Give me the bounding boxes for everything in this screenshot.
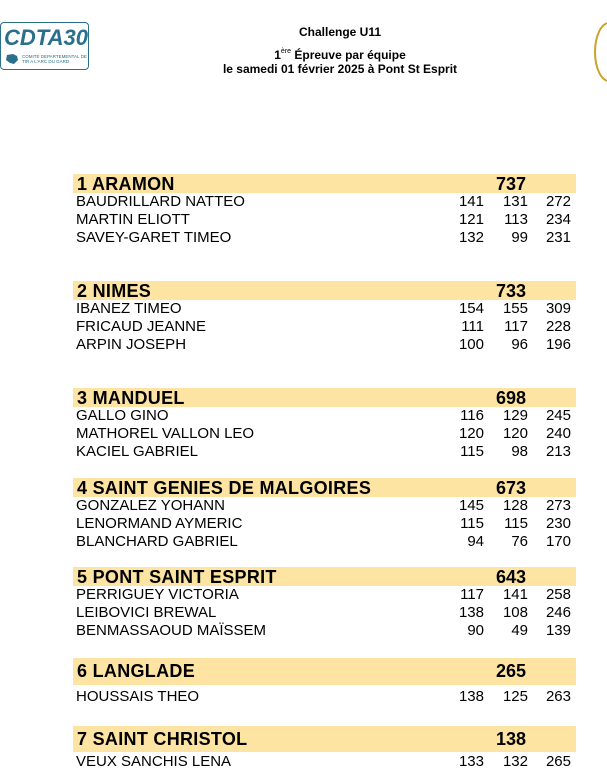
score-1: 116 — [460, 407, 484, 424]
score-total: 213 — [545, 443, 571, 460]
score-1: 94 — [467, 533, 484, 550]
score-1: 120 — [458, 425, 484, 442]
score-2: 125 — [502, 688, 528, 705]
gard-map-icon — [5, 53, 19, 65]
archer-name: FRICAUD JEANNE — [76, 318, 207, 335]
team-score: 673 — [495, 478, 527, 498]
score-2: 113 — [504, 211, 528, 228]
score-1: 90 — [467, 622, 484, 639]
score-1: 145 — [458, 497, 484, 514]
score-total: 273 — [545, 497, 571, 514]
archer-name: LEIBOVICI BREWAL — [76, 604, 217, 621]
score-2: 108 — [502, 604, 528, 621]
team-name: 7 SAINT CHRISTOL — [77, 729, 248, 749]
archer-name: MARTIN ELIOTT — [76, 211, 190, 228]
score-2: 129 — [502, 407, 528, 424]
team-score: 265 — [495, 661, 527, 681]
score-2: 141 — [502, 586, 528, 603]
team-score: 138 — [495, 729, 527, 749]
archer-name: BENMASSAOUD MAÏSSEM — [76, 622, 267, 639]
archer-name: MATHOREL VALLON LEO — [76, 425, 255, 442]
score-2: 49 — [511, 622, 528, 639]
archer-name: GALLO GINO — [76, 407, 169, 424]
archer-name: KACIEL GABRIEL — [76, 443, 198, 460]
team-score: 698 — [495, 388, 527, 408]
score-total: 230 — [545, 515, 571, 532]
score-2: 128 — [502, 497, 528, 514]
score-1: 100 — [458, 336, 484, 353]
archer-name: IBANEZ TIMEO — [76, 300, 182, 317]
score-1: 115 — [460, 515, 484, 532]
score-total: 258 — [545, 586, 571, 603]
archer-name: ARPIN JOSEPH — [76, 336, 187, 353]
score-total: 139 — [545, 622, 571, 639]
score-2: 115 — [504, 515, 528, 532]
score-1: 133 — [458, 753, 484, 770]
archer-name: VEUX SANCHIS LENA — [76, 753, 232, 770]
score-total: 231 — [545, 229, 571, 246]
team-score: 733 — [495, 281, 527, 301]
score-2: 76 — [511, 533, 528, 550]
logo-wordmark: CDTA30 — [4, 25, 88, 50]
team-name: 4 SAINT GENIES DE MALGOIRES — [77, 478, 372, 498]
score-2: 98 — [511, 443, 528, 460]
archer-name: BLANCHARD GABRIEL — [76, 533, 238, 550]
logo-subtitle: COMITE DEPARTEMENTAL DE TIR A L'ARC DU GARD — [22, 54, 87, 64]
score-2: 132 — [502, 753, 528, 770]
score-total: 272 — [545, 193, 571, 210]
score-2: 155 — [502, 300, 528, 317]
score-1: 154 — [458, 300, 484, 317]
score-1: 121 — [458, 211, 484, 228]
score-1: 117 — [460, 586, 484, 603]
header-date: le samedi 01 février 2025 à Pont St Esprit — [222, 62, 458, 76]
score-total: 196 — [545, 336, 571, 353]
score-1: 138 — [458, 688, 484, 705]
score-total: 265 — [545, 753, 571, 770]
score-total: 263 — [545, 688, 571, 705]
score-total: 240 — [545, 425, 571, 442]
score-total: 245 — [545, 407, 571, 424]
score-2: 96 — [511, 336, 528, 353]
score-1: 138 — [458, 604, 484, 621]
archer-name: PERRIGUEY VICTORIA — [76, 586, 239, 603]
score-2: 99 — [511, 229, 528, 246]
header-title: Challenge U11 — [298, 25, 382, 39]
partner-logo — [594, 22, 607, 82]
score-total: 246 — [545, 604, 571, 621]
team-name: 5 PONT SAINT ESPRIT — [77, 567, 277, 587]
score-1: 141 — [458, 193, 484, 210]
team-name: 6 LANGLADE — [77, 661, 196, 681]
score-total: 170 — [545, 533, 571, 550]
cdta-logo — [0, 22, 89, 70]
score-total: 234 — [545, 211, 571, 228]
archer-name: GONZALEZ YOHANN — [76, 497, 225, 514]
team-score: 737 — [495, 174, 527, 194]
score-1: 111 — [461, 318, 484, 335]
archer-name: BAUDRILLARD NATTEO — [76, 193, 245, 210]
score-total: 228 — [545, 318, 571, 335]
team-name: 2 NIMES — [77, 281, 152, 301]
score-2: 117 — [504, 318, 528, 335]
score-2: 120 — [502, 425, 528, 442]
team-score: 643 — [495, 567, 527, 587]
score-1: 132 — [458, 229, 484, 246]
score-total: 309 — [545, 300, 571, 317]
archer-name: HOUSSAIS THEO — [76, 688, 200, 705]
team-name: 1 ARAMON — [77, 174, 175, 194]
score-1: 115 — [460, 443, 484, 460]
score-2: 131 — [502, 193, 528, 210]
header-event: 1ère Épreuve par équipe — [274, 48, 406, 62]
archer-name: SAVEY-GARET TIMEO — [76, 229, 232, 246]
team-name: 3 MANDUEL — [77, 388, 185, 408]
archer-name: LENORMAND AYMERIC — [76, 515, 243, 532]
